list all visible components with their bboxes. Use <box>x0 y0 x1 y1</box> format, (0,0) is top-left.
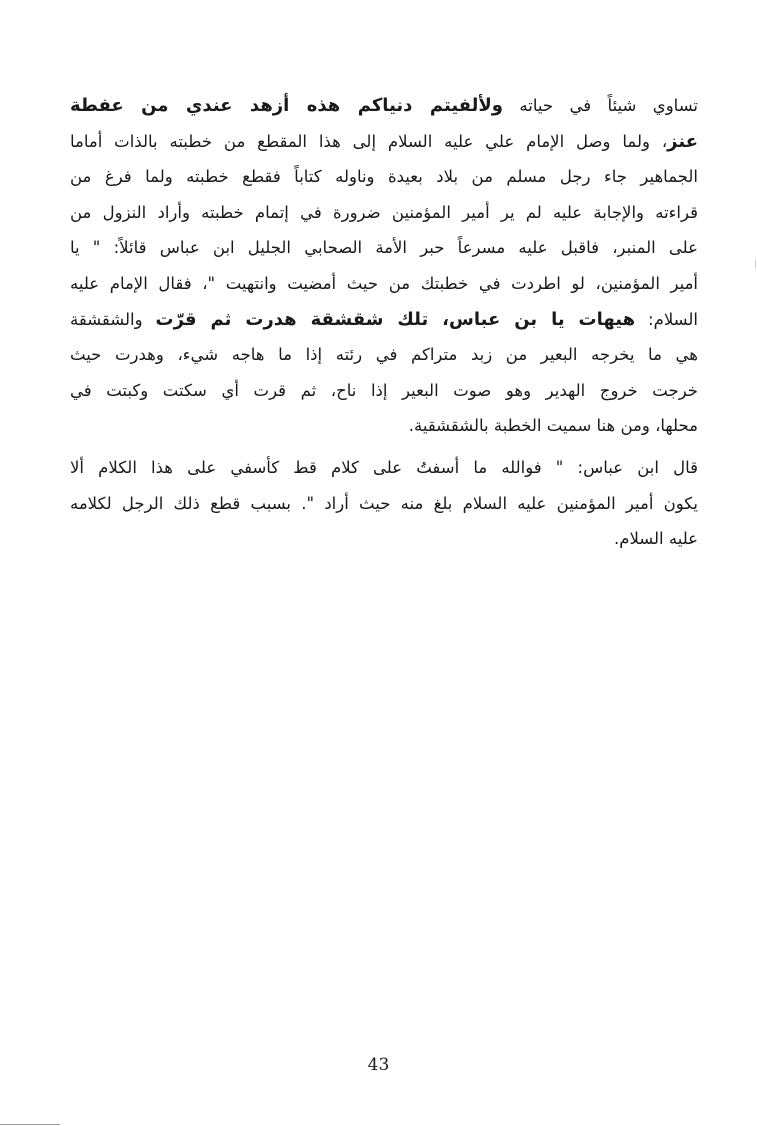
text-line <box>70 124 698 160</box>
text-run: محلها، ومن هنا سميت الخطبة بالشقشقية. <box>408 416 698 436</box>
text-run: عليه السلام. <box>613 529 698 549</box>
bottom-edge-rule <box>0 1124 60 1125</box>
text-line <box>70 408 698 444</box>
text-line <box>70 195 698 231</box>
text-run: والشقشقة <box>70 309 156 329</box>
paragraph-1 <box>70 88 698 444</box>
text-line <box>70 302 698 338</box>
text-run: خرجت خروج الهدير وهو صوت البعير إذا ناح، ثم قرت أي سكتت وكبتت في <box>70 380 698 400</box>
margin-mark <box>755 260 756 268</box>
text-run: أمير المؤمنين، لو اطردت في خطبتك من حيث أمضيت وانتهيت "، فقال الإمام عليه <box>70 273 698 293</box>
text-run: يكون أمير المؤمنين عليه السلام بلغ منه حيث أراد ". بسبب قطع ذلك الرجل لكلامه <box>70 493 698 513</box>
text-line <box>70 337 698 373</box>
bold-quote: ولألفيتم دنياكم هذه أزهد عندي من عفطة <box>70 95 503 116</box>
text-line <box>70 521 698 557</box>
bold-quote: عنز <box>667 130 698 152</box>
text-line <box>70 450 698 486</box>
text-run: قال ابن عباس: " فوالله ما أسفتُ على كلام قط كأسفي على هذا الكلام ألا <box>70 458 698 477</box>
text-line <box>70 230 698 266</box>
paragraph-2 <box>70 450 698 557</box>
text-run: هي ما يخرجه البعير من زبد متراكم في رئته إذا ما هاجه شيء، وهدرت حيث <box>70 345 698 365</box>
text-line <box>70 159 698 195</box>
text-line <box>70 88 698 124</box>
text-line <box>70 486 698 522</box>
text-line <box>70 266 698 302</box>
text-run: السلام: <box>635 309 698 329</box>
text-run: ، ولما وصل الإمام علي عليه السلام إلى هذا المقطع من خطبته بالذات أماما <box>70 131 668 151</box>
text-run: قراءته والإجابة عليه لم ير أمير المؤمنين ضرورة في إتمام خطبته وأراد النزول من <box>70 202 698 222</box>
text-run: على المنبر، فاقبل عليه مسرعاً حبر الأمة الصحابي الجليل ابن عباس قائلاً: " يا <box>70 238 698 258</box>
page-number: 43 <box>367 1055 390 1075</box>
bold-quote: هيهات يا بن عباس، تلك شقشقة هدرت ثم قرّت <box>155 308 636 330</box>
text-run: الجماهير جاء رجل مسلم من بلاد بعيدة وناوله كتاباً فقطع خطبته ولما فرغ من <box>70 167 698 187</box>
text-run: تساوي شيئاً في حياته <box>502 96 698 115</box>
text-line <box>70 373 698 409</box>
